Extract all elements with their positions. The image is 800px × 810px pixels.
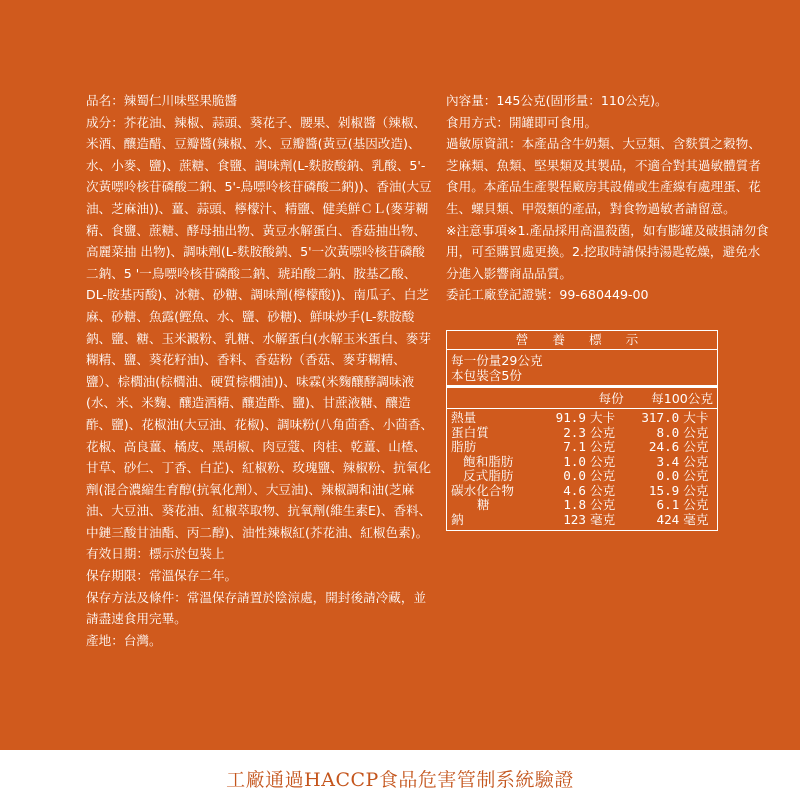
nutrient-name: 脂肪	[451, 439, 477, 454]
per-serving-value: 1.0	[563, 453, 586, 469]
col-per-100g: 每100公克	[651, 390, 713, 406]
nutrient-name: 蛋白質	[451, 424, 489, 440]
servings-per-pack: 本包裝含5份	[451, 367, 522, 383]
per-100g-value: 0.0	[656, 468, 680, 483]
nutrition-header-row	[447, 385, 717, 410]
per-100g-unit: 大卡	[683, 410, 709, 425]
per-serving-unit: 大卡	[589, 410, 616, 425]
per-100g-value: 15.9	[648, 482, 680, 498]
nutrition-row	[447, 411, 717, 426]
per-100g-value: 8.0	[656, 424, 680, 440]
nutrient-name: 鈉	[451, 511, 464, 527]
per-100g-value: 24.6	[648, 439, 680, 454]
per-100g-value: 317.0	[641, 410, 680, 425]
per-100g-value: 6.1	[656, 497, 680, 512]
expiry-date: 有效日期：標示於包裝上	[86, 546, 225, 562]
per-serving-value: 2.3	[563, 424, 586, 440]
per-serving-value: 0.0	[563, 468, 586, 483]
details-column	[446, 90, 770, 306]
per-100g-unit: 公克	[683, 424, 709, 440]
per-100g-value: 424	[656, 511, 680, 527]
per-serving-unit: 公克	[589, 424, 616, 440]
per-serving-unit: 毫克	[589, 511, 616, 527]
per-serving-unit: 公克	[590, 468, 616, 483]
serving-size: 每一份量29公克	[451, 352, 543, 368]
per-100g-unit: 公克	[683, 482, 709, 498]
nutrition-table	[446, 330, 718, 531]
allergen-info: 過敏原資訊：本產品含牛奶類、大豆類、含麩質之穀物、芝麻類、魚類、堅果類及其製品，不適合對其過敏體質者食用。本產品生產製程廠房其設備或生產線有處理蛋、花生、螺貝類、甲殼類的產品，對食物過敏者請留意。	[446, 136, 761, 216]
per-100g-unit: 公克	[683, 497, 709, 512]
nutrition-row	[447, 455, 717, 470]
haccp-footer: 工廠通過HACCP食品危害管制系統驗證	[226, 769, 574, 791]
per-serving-value: 123	[563, 511, 586, 527]
per-100g-value: 3.4	[656, 453, 680, 469]
nutrition-row	[447, 440, 717, 455]
per-serving-value: 91.9	[555, 410, 586, 425]
origin: 產地：台灣。	[86, 632, 162, 648]
usage: 食用方式：開罐即可食用。	[446, 114, 598, 130]
shelf-life: 保存期限：常溫保存二年。	[86, 568, 238, 584]
nutrition-row	[447, 484, 717, 499]
per-serving-unit: 公克	[590, 497, 616, 512]
nutrient-name: 碳水化合物	[451, 482, 514, 498]
per-serving-unit: 公克	[589, 482, 616, 498]
nutrient-name: 糖	[477, 497, 490, 512]
capacity: 內容量：145公克(固形量：110公克)。	[446, 93, 668, 108]
nutrient-name: 反式脂肪	[463, 468, 514, 483]
ingredients-text: 成分：芥花油、辣椒、蒜頭、葵花子、腰果、剁椒醬（辣椒、米酒、釀造醋、豆瓣醬(辣椒、水、豆瓣醬(黃豆(基因改造)、水、小麥、鹽)、蔗糖、食鹽、調味劑(L-麩胺酸鈉、乳酸、5'-次黃嘌呤核苷磷酸二鈉、5'-鳥嘌呤核苷磷酸二鈉))、香油(大豆油、芝麻油))、薑、蒜頭、檸檬汁、精鹽、健美鮮ＣＬ(麥芽糊精、食鹽、蔗糖、酵母抽出物、黃豆水解蛋白、香菇抽出物、高麗菜抽 出物)、調味劑(L-麩胺酸鈉、5'一次黃嘌呤核苷磷酸二鈉、5 '一鳥嘌呤核苷磷酸二鈉、琥珀酸二鈉、胺基乙酸、DL-胺基丙酸)、冰糖、砂糖、調味劑(檸檬酸))、南瓜子、白芝麻、砂糖、魚露(鰹魚、水、鹽、砂糖)、鮮味炒手(L-麩胺酸鈉、鹽、糖、玉米澱粉、乳糖、水解蛋白(水解玉米蛋白、麥芽糊精、鹽、葵花籽油)、香料、香菇粉（香菇、麥芽糊精、鹽）、棕櫚油(棕櫚油、硬質棕櫚油))、味霖(米麴釀酵調味液(水、米、米麴、釀造酒精、釀造酢、鹽)、甘蔗液糖、釀造酢、鹽)、花椒油(大豆油、花椒)、調味粉(八角茴香、小茴香、花椒、高良薑、橘皮、黑胡椒、肉豆蔻、肉桂、乾薑、山楂、甘草、砂仁、丁香、白芷)、紅椒粉、玫瑰鹽、辣椒粉、抗氧化劑(混合濃縮生育醇(抗氧化劑）、大豆油)、辣椒調和油(芝麻油、大豆油、葵花油、紅椒萃取物、抗氧劑(維生素E)、香料、中鏈三酸甘油酯、丙二醇)、油性辣椒紅(芥花油、紅椒色素)。	[86, 114, 434, 540]
per-100g-unit: 公克	[683, 468, 709, 483]
per-serving-unit: 公克	[589, 439, 616, 454]
col-per-serving: 每份	[598, 390, 624, 406]
per-100g-unit: 公克	[683, 439, 709, 454]
nutrition-row	[447, 498, 717, 513]
nutrition-row	[447, 513, 717, 528]
per-serving-value: 4.6	[563, 482, 586, 498]
per-serving-value: 7.1	[563, 439, 586, 454]
per-100g-unit: 毫克	[683, 511, 709, 527]
per-serving-value: 1.8	[563, 497, 587, 512]
product-name: 品名：辣蜀仁川味堅果脆醬	[86, 93, 238, 108]
serving-info	[447, 350, 717, 385]
factory-registration: 委託工廠登記證號：99-680449-00	[446, 287, 649, 303]
nutrient-name: 飽和脂肪	[463, 453, 514, 469]
product-info-column	[86, 90, 434, 651]
nutrition-row	[447, 426, 717, 441]
nutrition-row	[447, 469, 717, 484]
per-100g-unit: 公克	[683, 453, 709, 469]
per-serving-unit: 公克	[590, 453, 616, 469]
storage-conditions: 保存方法及條件：常溫保存請置於陰涼處，開封後請冷藏，並請盡速食用完畢。	[86, 589, 427, 627]
nutrition-title: 營 養 標 示	[447, 331, 717, 350]
nutrient-name: 熱量	[451, 410, 477, 425]
nutrition-rows	[447, 409, 717, 530]
notice: ※注意事項※1.產品採用高溫殺菌，如有膨罐及破損請勿食用，可至購買處更換。2.挖取時請保持湯匙乾燥，避免水分進入影響商品品質。	[446, 222, 769, 281]
